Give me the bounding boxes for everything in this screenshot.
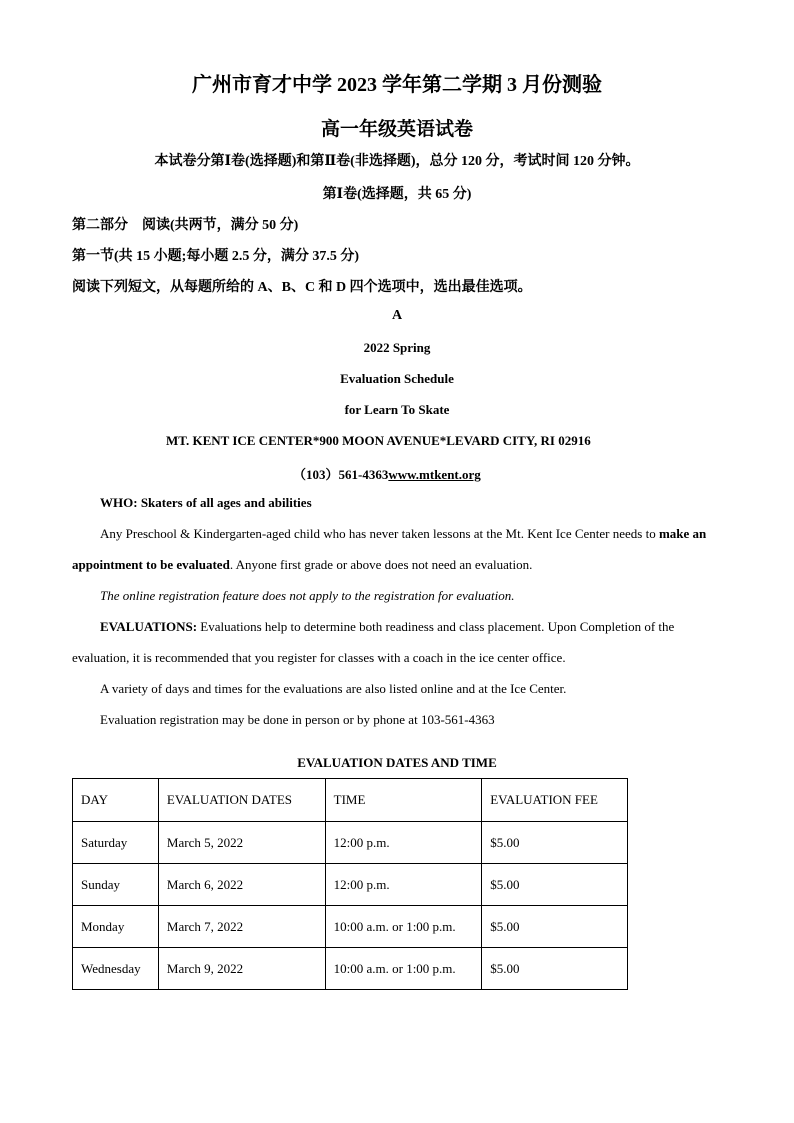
exam-title: 广州市育才中学 2023 学年第二学期 3 月份测验 — [192, 74, 602, 96]
table-cell-day: Sunday — [73, 864, 159, 906]
table-cell-day: Wednesday — [73, 948, 159, 990]
table-header-time: TIME — [325, 779, 482, 822]
table-cell-date: March 9, 2022 — [158, 948, 325, 990]
table-header-row — [73, 779, 628, 822]
table-cell-fee: $5.00 — [482, 822, 628, 864]
paragraph-registration: Evaluation registration may be done in person or by phone at 103-561-4363 — [100, 712, 495, 727]
table-cell-time: 12:00 p.m. — [325, 864, 482, 906]
table-cell-day: Saturday — [73, 822, 159, 864]
table-cell-fee: $5.00 — [482, 864, 628, 906]
table-cell-time: 10:00 a.m. or 1:00 p.m. — [325, 948, 482, 990]
paragraph-appointment-text-b: . Anyone first grade or above does not need an evaluation. — [229, 557, 533, 572]
who-line — [100, 495, 312, 511]
passage-heading-skate: for Learn To Skate — [344, 402, 450, 417]
contact-line — [293, 464, 481, 483]
who-label: WHO: — [100, 495, 138, 510]
exam-note: 本试卷分第Ⅰ卷(选择题)和第Ⅱ卷(非选择题)，总分 120 分，考试时间 120 分钟。 — [154, 154, 640, 169]
section-heading: 第一节(共 15 小题;每小题 2.5 分，满分 37.5 分) — [72, 249, 359, 264]
part-heading: 第二部分 阅读(共两节，满分 50 分) — [72, 218, 299, 233]
passage-heading-year: 2022 Spring — [363, 340, 431, 355]
table-cell-time: 10:00 a.m. or 1:00 p.m. — [325, 906, 482, 948]
paragraph-variety: A variety of days and times for the evaluations are also listed online and at the Ice Center. — [100, 681, 567, 696]
table-caption: EVALUATION DATES AND TIME — [297, 755, 497, 770]
passage-letter: A — [391, 308, 403, 323]
table-cell-day: Monday — [73, 906, 159, 948]
table-cell-date: March 6, 2022 — [158, 864, 325, 906]
table-cell-date: March 5, 2022 — [158, 822, 325, 864]
table-header-fee: EVALUATION FEE — [482, 779, 628, 822]
table-cell-time: 12:00 p.m. — [325, 822, 482, 864]
paragraph-online-note: The online registration feature does not apply to the registration for evaluation. — [100, 588, 515, 603]
paragraph-appointment-text-a: Any Preschool & Kindergarten-aged child who has never taken lessons at the Mt. Kent Ice Center needs to — [100, 526, 659, 541]
paragraph-evaluations — [72, 611, 732, 673]
evaluation-table — [72, 778, 628, 990]
phone-number: （103）561-4363 — [293, 467, 389, 482]
table-row — [73, 864, 628, 906]
evaluations-label: EVALUATIONS: — [100, 619, 198, 634]
passage-heading-schedule: Evaluation Schedule — [340, 371, 454, 386]
volume-heading: 第Ⅰ卷(选择题，共 65 分) — [322, 187, 472, 202]
directions: 阅读下列短文，从每题所给的 A、B、C 和 D 四个选项中，选出最佳选项。 — [72, 280, 532, 295]
table-row — [73, 906, 628, 948]
ice-center-address: MT. KENT ICE CENTER*900 MOON AVENUE*LEVARD CITY, RI 02916 — [166, 433, 591, 448]
exam-subtitle: 高一年级英语试卷 — [320, 119, 473, 140]
table-cell-fee: $5.00 — [482, 948, 628, 990]
paragraph-appointment — [72, 518, 732, 580]
table-header-day: DAY — [73, 779, 159, 822]
website-link[interactable]: www.mtkent.org — [388, 467, 481, 482]
who-text: Skaters of all ages and abilities — [137, 495, 312, 510]
table-cell-fee: $5.00 — [482, 906, 628, 948]
paragraph-appointment-bold: make an appointment to be evaluated — [72, 526, 707, 572]
evaluations-text: Evaluations help to determine both readiness and class placement. Upon Completion of the evaluation, it is recommended that you register for classes with a coach in the ice center office. — [72, 619, 675, 665]
table-cell-date: March 7, 2022 — [158, 906, 325, 948]
table-header-dates: EVALUATION DATES — [158, 779, 325, 822]
table-row — [73, 822, 628, 864]
table-row — [73, 948, 628, 990]
